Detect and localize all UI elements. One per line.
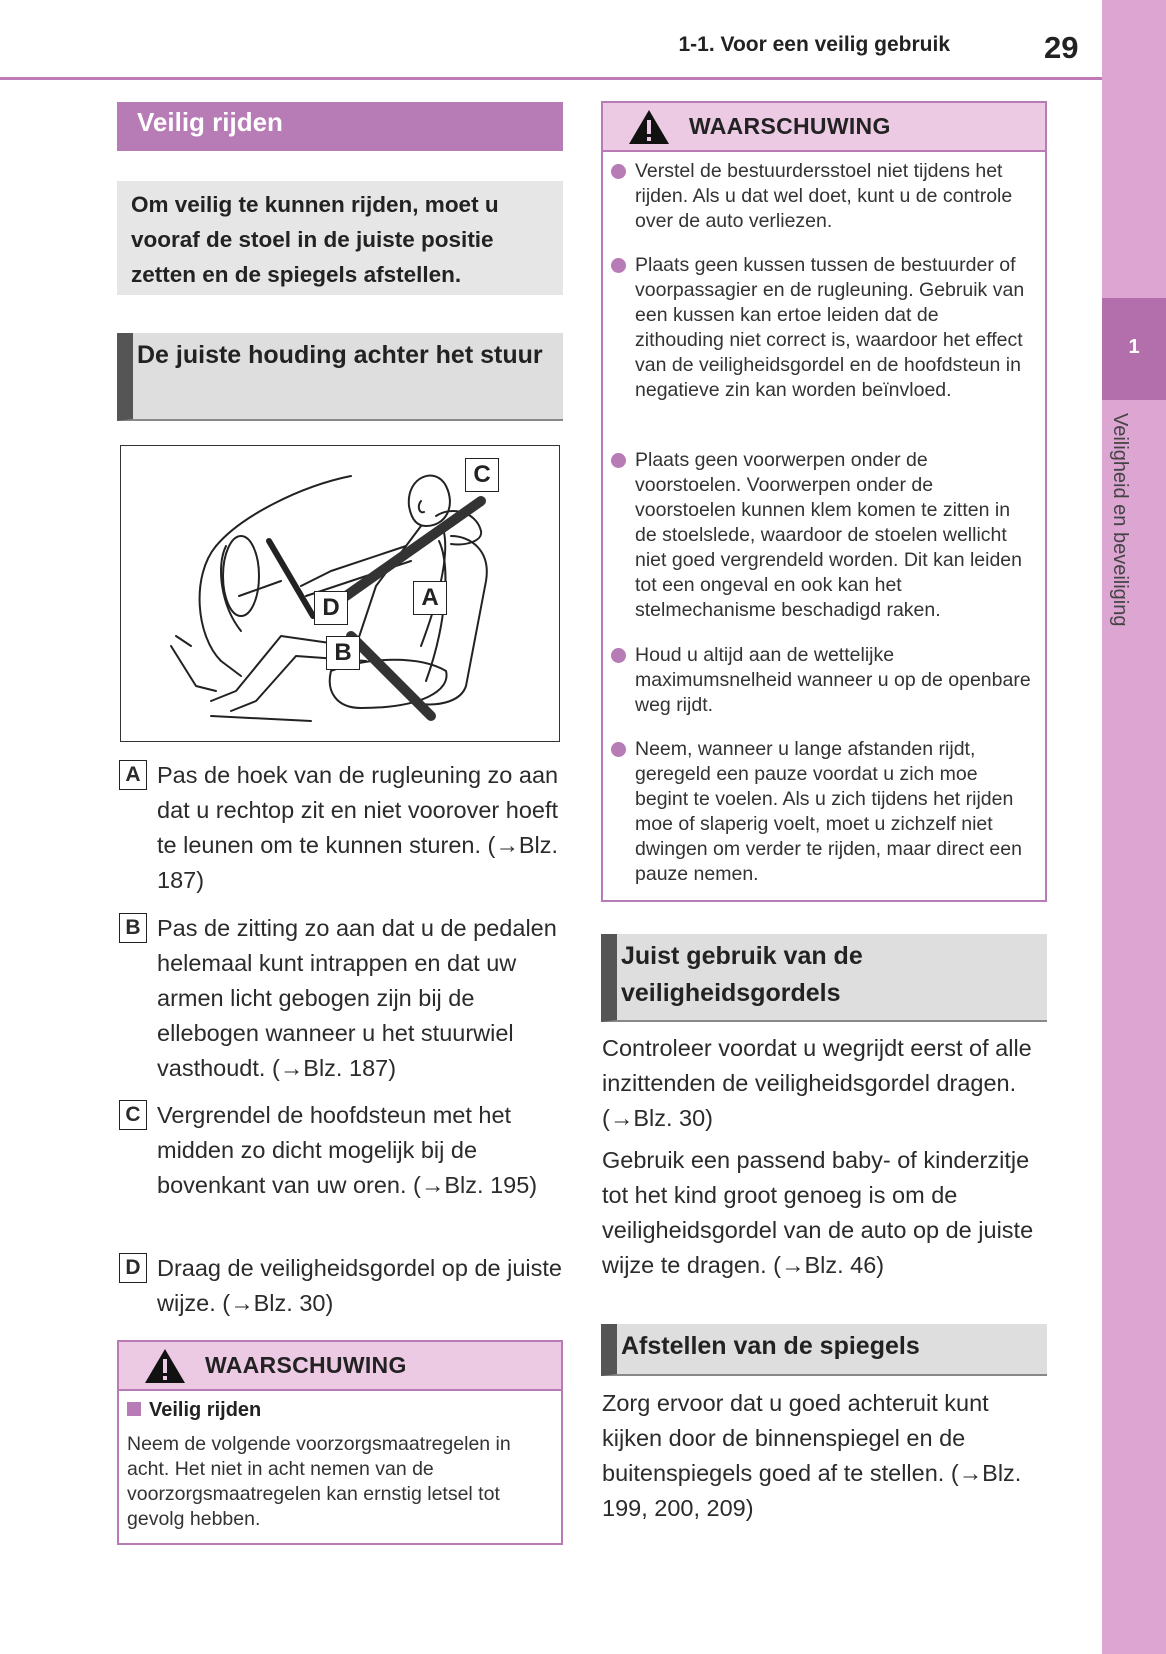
warning-bullet-text: Houd u altijd aan de wettelijke maximumsnelheid wanneer u op de openbare weg rijdt. [635, 644, 1031, 716]
warning-bullet [611, 159, 1031, 234]
item-label: B [119, 913, 147, 943]
main-heading: Veilig rijden [117, 102, 563, 151]
header-rule [0, 77, 1102, 80]
chapter-label: Veiligheid en beveiliging [1109, 413, 1131, 627]
warning-bullet [611, 737, 1031, 887]
item-text: Draag de veiligheidsgordel op de juiste wijze. (→Blz. 30) [157, 1255, 562, 1316]
list-item [119, 758, 569, 898]
list-item [119, 1098, 569, 1203]
warning-triangle-icon [143, 1347, 187, 1385]
warning-box-driving [117, 1340, 563, 1545]
subheading-driving-posture: De juiste houding achter het stuur [117, 333, 563, 421]
page-number: 29 [1044, 30, 1079, 65]
intro-box: Om veilig te kunnen rijden, moet u vooraf de stoel in de juiste positie zetten en de spiegels afstellen. [117, 181, 563, 295]
bullet-dot-icon [611, 648, 626, 663]
warning-subheading-text: Veilig rijden [149, 1399, 262, 1421]
item-label: D [119, 1253, 147, 1283]
square-bullet-icon [127, 1402, 141, 1416]
paragraph: Gebruik een passend baby- of kinderzitje tot het kind groot genoeg is om de veiligheidsgordel van de auto op de juiste wijze te dragen. (→Blz. 46) [602, 1147, 1034, 1278]
warning-bullet-text: Plaats geen kussen tussen de bestuurder of voorpassagier en de rugleuning. Gebruik van een kussen kan ertoe leiden dat de zithouding niet correct is, waardoor het effect van de veiligheidsgordel en de hoofdsteun in negatieve zin kan worden beïnvloed. [635, 254, 1025, 401]
list-item [119, 1251, 569, 1321]
subheading-mirrors: Afstellen van de spiegels [601, 1324, 1047, 1376]
item-label: C [119, 1100, 147, 1130]
item-label: A [119, 760, 147, 790]
warning-text: Neem de volgende voorzorgsmaatregelen in acht. Het niet in acht nemen van de voorzorgsmaatregelen kan ernstig letsel tot gevolg hebben. [127, 1433, 511, 1530]
warning-triangle-icon [627, 108, 671, 146]
figure-label-d: D [314, 591, 348, 625]
side-strip [1102, 0, 1166, 1654]
chapter-tab-number: 1 [1128, 336, 1140, 358]
warning-header [119, 1342, 561, 1391]
warning-bullet-text: Neem, wanneer u lange afstanden rijdt, geregeld een pauze voordat u zich moe begint te voelen. Als u zich tijdens het rijden moe of slaperig voelt, moet u zichzelf niet dwingen om verder te rijden, maar direct een pauze nemen. [635, 738, 1022, 885]
figure-label-a: A [413, 581, 447, 615]
figure-label-b: B [326, 636, 360, 670]
warning-header [603, 103, 1045, 152]
bullet-dot-icon [611, 164, 626, 179]
section-title: 1-1. Voor een veilig gebruik [678, 33, 950, 56]
list-item [119, 911, 569, 1086]
bullet-dot-icon [611, 453, 626, 468]
driving-posture-illustration [120, 445, 560, 742]
figure-label-c: C [465, 458, 499, 492]
warning-subheading [127, 1399, 261, 1422]
warning-title: WAARSCHUWING [689, 113, 891, 139]
item-text: Pas de hoek van de rugleuning zo aan dat u rechtop zit en niet voorover hoeft te leunen om te kunnen sturen. (→Blz. 187) [157, 762, 559, 893]
warning-bullet [611, 253, 1031, 403]
item-text: Vergrendel de hoofdsteun met het midden zo dicht mogelijk bij de bovenkant van uw oren. (→Blz. 195) [157, 1102, 538, 1198]
warning-title: WAARSCHUWING [205, 1352, 407, 1378]
warning-bullet [611, 448, 1031, 623]
warning-box-seat [601, 101, 1047, 902]
warning-bullet-text: Verstel de bestuurdersstoel niet tijdens het rijden. Als u dat wel doet, kunt u de controle over de auto verliezen. [635, 160, 1013, 232]
warning-bullet-text: Plaats geen voorwerpen onder de voorstoelen. Voorwerpen onder de voorstoelen kunnen klem komen te zitten in de stoelslede, waardoor de stoelen wellicht niet goed vergrendeld worden. Dit kan leiden tot een ongeval en ook kan het stelmechanisme beschadigd raken. [635, 449, 1023, 621]
bullet-dot-icon [611, 258, 626, 273]
paragraph: Zorg ervoor dat u goed achteruit kunt kijken door de binnenspiegel en de buitenspiegels goed af te stellen. (→Blz. 199, 200, 209) [602, 1390, 1022, 1521]
subheading-seatbelts: Juist gebruik van de veiligheidsgordels [601, 934, 1047, 1022]
item-text: Pas de zitting zo aan dat u de pedalen helemaal kunt intrappen en dat uw armen licht gebogen zijn bij de ellebogen wanneer u het stuurwiel vasthoudt. (→Blz. 187) [157, 915, 557, 1081]
paragraph: Controleer voordat u wegrijdt eerst of alle inzittenden de veiligheidsgordel dragen. (→Blz. 30) [602, 1035, 1032, 1131]
bullet-dot-icon [611, 742, 626, 757]
warning-bullet [611, 643, 1031, 718]
